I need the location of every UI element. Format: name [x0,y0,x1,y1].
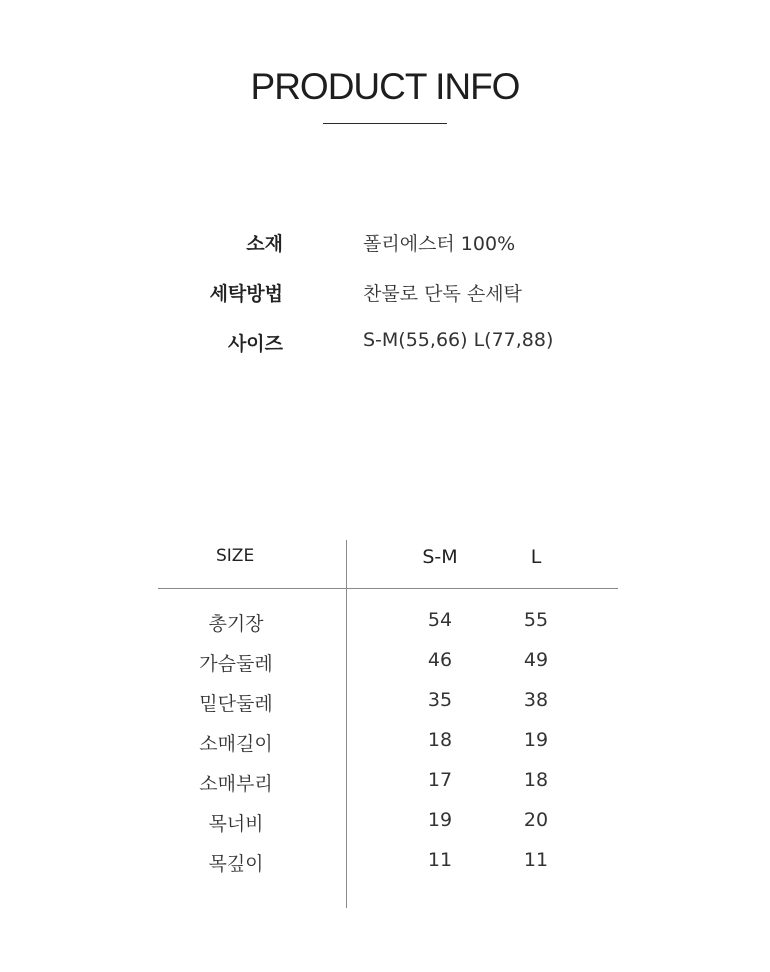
info-value: 폴리에스터 100% [363,233,516,255]
row-label: 소매길이 [199,733,273,755]
cell-sm: 35 [427,689,453,711]
row-label: 밑단둘레 [199,693,273,715]
row-label: 목깊이 [208,853,264,875]
row-label: 가슴둘레 [199,653,273,675]
cell-sm: 17 [427,769,453,791]
table-row [158,849,618,879]
row-label: 총기장 [208,613,264,635]
table-row [158,729,618,759]
table-row [158,689,618,719]
size-table [158,540,618,908]
header-size: SIZE [216,546,255,566]
cell-l: 18 [523,769,549,791]
header-sm: S-M [422,546,458,568]
info-label: 소재 [246,233,283,255]
cell-l: 55 [523,609,549,631]
info-label: 사이즈 [227,333,283,355]
cell-sm: 54 [427,609,453,631]
page-title: PRODUCT INFO [250,66,520,107]
cell-sm: 11 [427,849,453,871]
table-row [158,809,618,839]
cell-l: 49 [523,649,549,671]
table-row [158,609,618,639]
cell-l: 19 [523,729,549,751]
info-row-material [0,229,770,259]
cell-l: 20 [523,809,549,831]
cell-l: 11 [523,849,549,871]
title-underline [323,123,447,124]
info-label: 세탁방법 [209,283,283,305]
cell-sm: 18 [427,729,453,751]
row-label: 목너비 [208,813,264,835]
cell-l: 38 [523,689,549,711]
cell-sm: 19 [427,809,453,831]
info-value: 찬물로 단독 손세탁 [363,283,522,305]
info-row-size [0,329,770,359]
table-row [158,769,618,799]
header-l: L [530,546,542,568]
cell-sm: 46 [427,649,453,671]
header-divider [158,588,618,589]
table-row [158,649,618,679]
info-row-washing [0,279,770,309]
info-value: S-M(55,66) L(77,88) [363,329,554,351]
row-label: 소매부리 [199,773,273,795]
